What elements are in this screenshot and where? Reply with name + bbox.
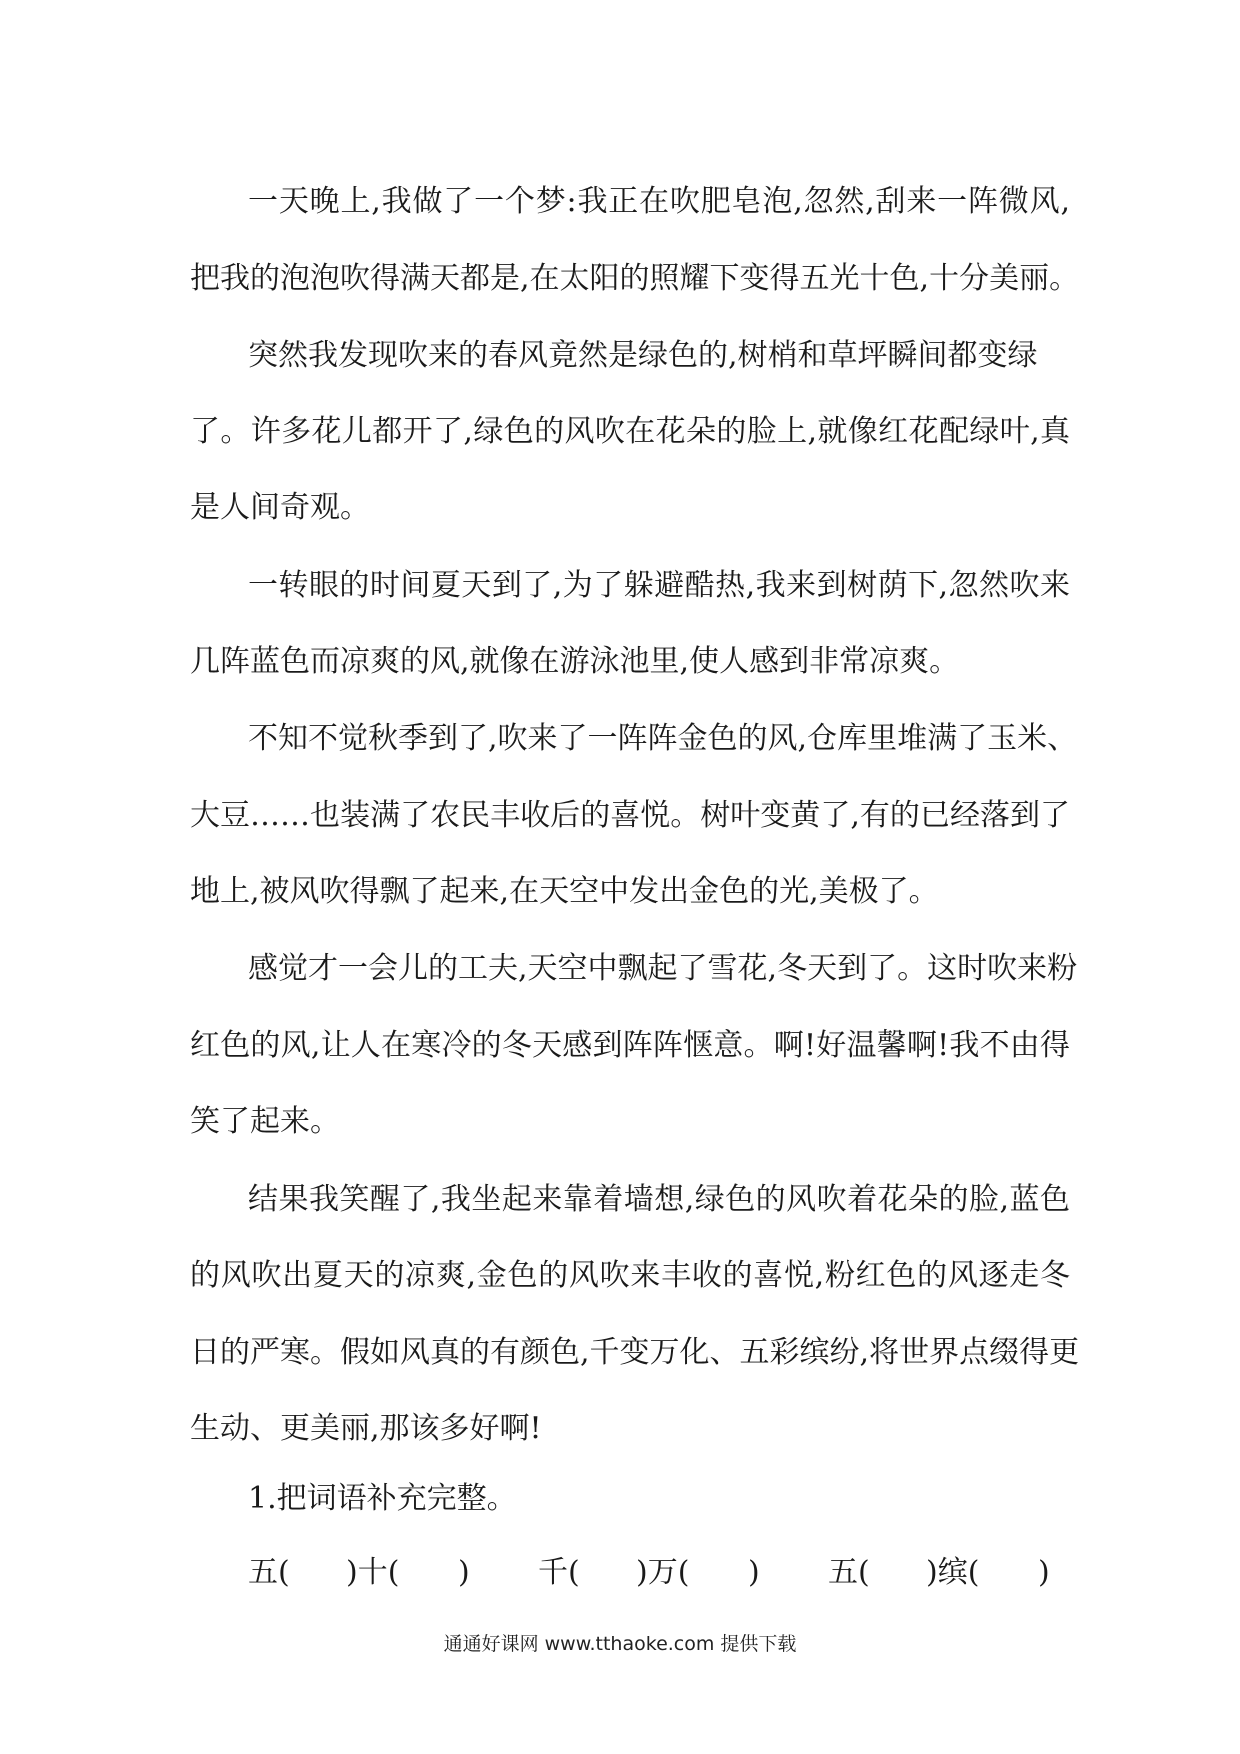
paragraph-2-line-1: 突然我发现吹来的春风竟然是绿色的,树梢和草坪瞬间都变绿 bbox=[248, 338, 1038, 373]
blank-group-2-part-2: )万( bbox=[636, 1555, 690, 1590]
fill-in-blanks-row bbox=[248, 1553, 1070, 1593]
paragraph-6-line-2: 的风吹出夏天的凉爽,金色的风吹来丰收的喜悦,粉红色的风逐走冬 bbox=[190, 1258, 1070, 1293]
blank-group-2-part-1: 千( bbox=[538, 1555, 580, 1590]
paragraph-6-line-4: 生动、更美丽,那该多好啊! bbox=[190, 1411, 542, 1446]
paragraph-6-line-1: 结果我笑醒了,我坐起来靠着墙想,绿色的风吹着花朵的脸,蓝色 bbox=[248, 1182, 1070, 1217]
paragraph-4-line-1: 不知不觉秋季到了,吹来了一阵阵金色的风,仓库里堆满了玉米、 bbox=[248, 721, 1078, 756]
question-title: 1.把词语补充完整。 bbox=[248, 1481, 517, 1516]
footer-watermark: 通通好课网 www.tthaoke.com 提供下载 bbox=[443, 1633, 797, 1655]
paragraph-3-line-1: 一转眼的时间夏天到了,为了躲避酷热,我来到树荫下,忽然吹来 bbox=[248, 568, 1070, 603]
paragraph-5-line-1: 感觉才一会儿的工夫,天空中飘起了雪花,冬天到了。这时吹来粉 bbox=[248, 951, 1078, 986]
blank-group-1-part-3: ) bbox=[458, 1555, 470, 1590]
paragraph-3-line-2: 几阵蓝色而凉爽的风,就像在游泳池里,使人感到非常凉爽。 bbox=[190, 644, 960, 679]
paragraph-5-line-3: 笑了起来。 bbox=[190, 1104, 340, 1139]
paragraph-4-line-2: 大豆……也装满了农民丰收后的喜悦。树叶变黄了,有的已经落到了 bbox=[190, 798, 1070, 833]
paragraph-2-line-3: 是人间奇观。 bbox=[190, 490, 370, 525]
paragraph-2-line-2: 了。许多花儿都开了,绿色的风吹在花朵的脸上,就像红花配绿叶,真 bbox=[190, 414, 1070, 449]
paragraph-5-line-2: 红色的风,让人在寒冷的冬天感到阵阵惬意。啊!好温馨啊!我不由得 bbox=[190, 1028, 1070, 1063]
blank-group-3-part-2: )缤( bbox=[926, 1555, 980, 1590]
paragraph-4-line-3: 地上,被风吹得飘了起来,在天空中发出金色的光,美极了。 bbox=[190, 874, 939, 909]
blank-group-3-part-3: ) bbox=[1038, 1555, 1050, 1590]
paragraph-1-line-2: 把我的泡泡吹得满天都是,在太阳的照耀下变得五光十色,十分美丽。 bbox=[190, 261, 1080, 296]
paragraph-6-line-3: 日的严寒。假如风真的有颜色,千变万化、五彩缤纷,将世界点缀得更 bbox=[190, 1335, 1080, 1370]
blank-group-3-part-1: 五( bbox=[828, 1555, 870, 1590]
blank-group-1-part-2: )十( bbox=[346, 1555, 400, 1590]
blank-group-1-part-1: 五( bbox=[248, 1555, 290, 1590]
paragraph-1-line-1: 一天晚上,我做了一个梦:我正在吹肥皂泡,忽然,刮来一阵微风, bbox=[248, 184, 1070, 219]
blank-group-2-part-3: ) bbox=[748, 1555, 760, 1590]
